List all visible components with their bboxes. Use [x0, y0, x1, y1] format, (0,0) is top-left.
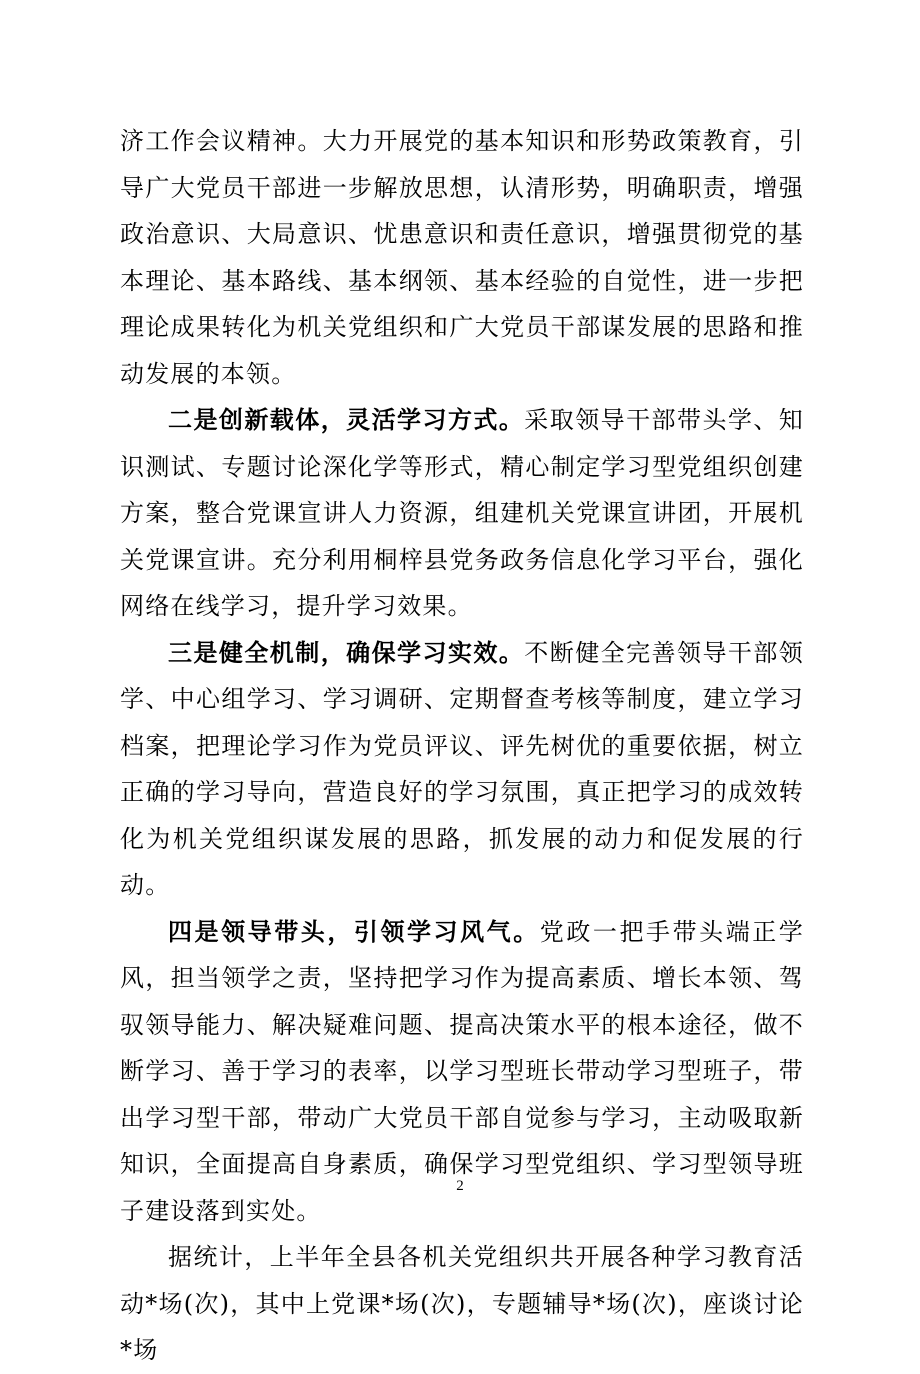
paragraph-point-two: [120, 397, 804, 630]
page-number: 2: [456, 1178, 464, 1194]
paragraph-text: 采取领导干部带头学、知识测试、专题讨论深化学等形式，精心制定学习型党组织创建方案，整合党课宣讲人力资源，组建机关党课宣讲团，开展机关党课宣讲。充分利用桐梓县党务政务信息化学习平台，强化网络在线学习，提升学习效果。: [120, 406, 804, 620]
paragraph-text: 不断健全完善领导干部领学、中心组学习、学习调研、定期督查考核等制度，建立学习档案，把理论学习作为党员评议、评先树优的重要依据，树立正确的学习导向，营造良好的学习氛围，真正把学习的成效转化为机关党组织谋发展的思路，抓发展的动力和促发展的行动。: [120, 638, 804, 899]
paragraph-text: 济工作会议精神。大力开展党的基本知识和形势政策教育，引导广大党员干部进一步解放思想，认清形势，明确职责，增强政治意识、大局意识、忧患意识和责任意识，增强贯彻党的基本理论、基本路线、基本纲领、基本经验的自觉性，进一步把理论成果转化为机关党组织和广大党员干部谋发展的思路和推动发展的本领。: [120, 127, 804, 388]
paragraph-lead-heading: 三是健全机制，确保学习实效。: [168, 637, 525, 667]
paragraph-text: 据统计，上半年全县各机关党组织共开展各种学习教育活动*场(次)，其中上党课*场(次)，专题辅导*场(次)，座谈讨论*场: [120, 1243, 804, 1364]
paragraph-continuation: [120, 118, 804, 397]
paragraph-text: 党政一把手带头端正学风，担当领学之责，坚持把学习作为提高素质、增长本领、驾驭领导能力、解决疑难问题、提高决策水平的根本途径，做不断学习、善于学习的表率，以学习型班长带动学习型班子，带出学习型干部，带动广大党员干部自觉参与学习，主动吸取新知识，全面提高自身素质，确保学习型党组织、学习型领导班子建设落到实处。: [120, 917, 804, 1225]
paragraph-statistics: [120, 1234, 804, 1374]
paragraph-point-three: [120, 630, 804, 909]
paragraph-lead-heading: 四是领导带头，引领学习风气。: [168, 916, 540, 946]
paragraph-lead-heading: 二是创新载体，灵活学习方式。: [168, 405, 525, 434]
